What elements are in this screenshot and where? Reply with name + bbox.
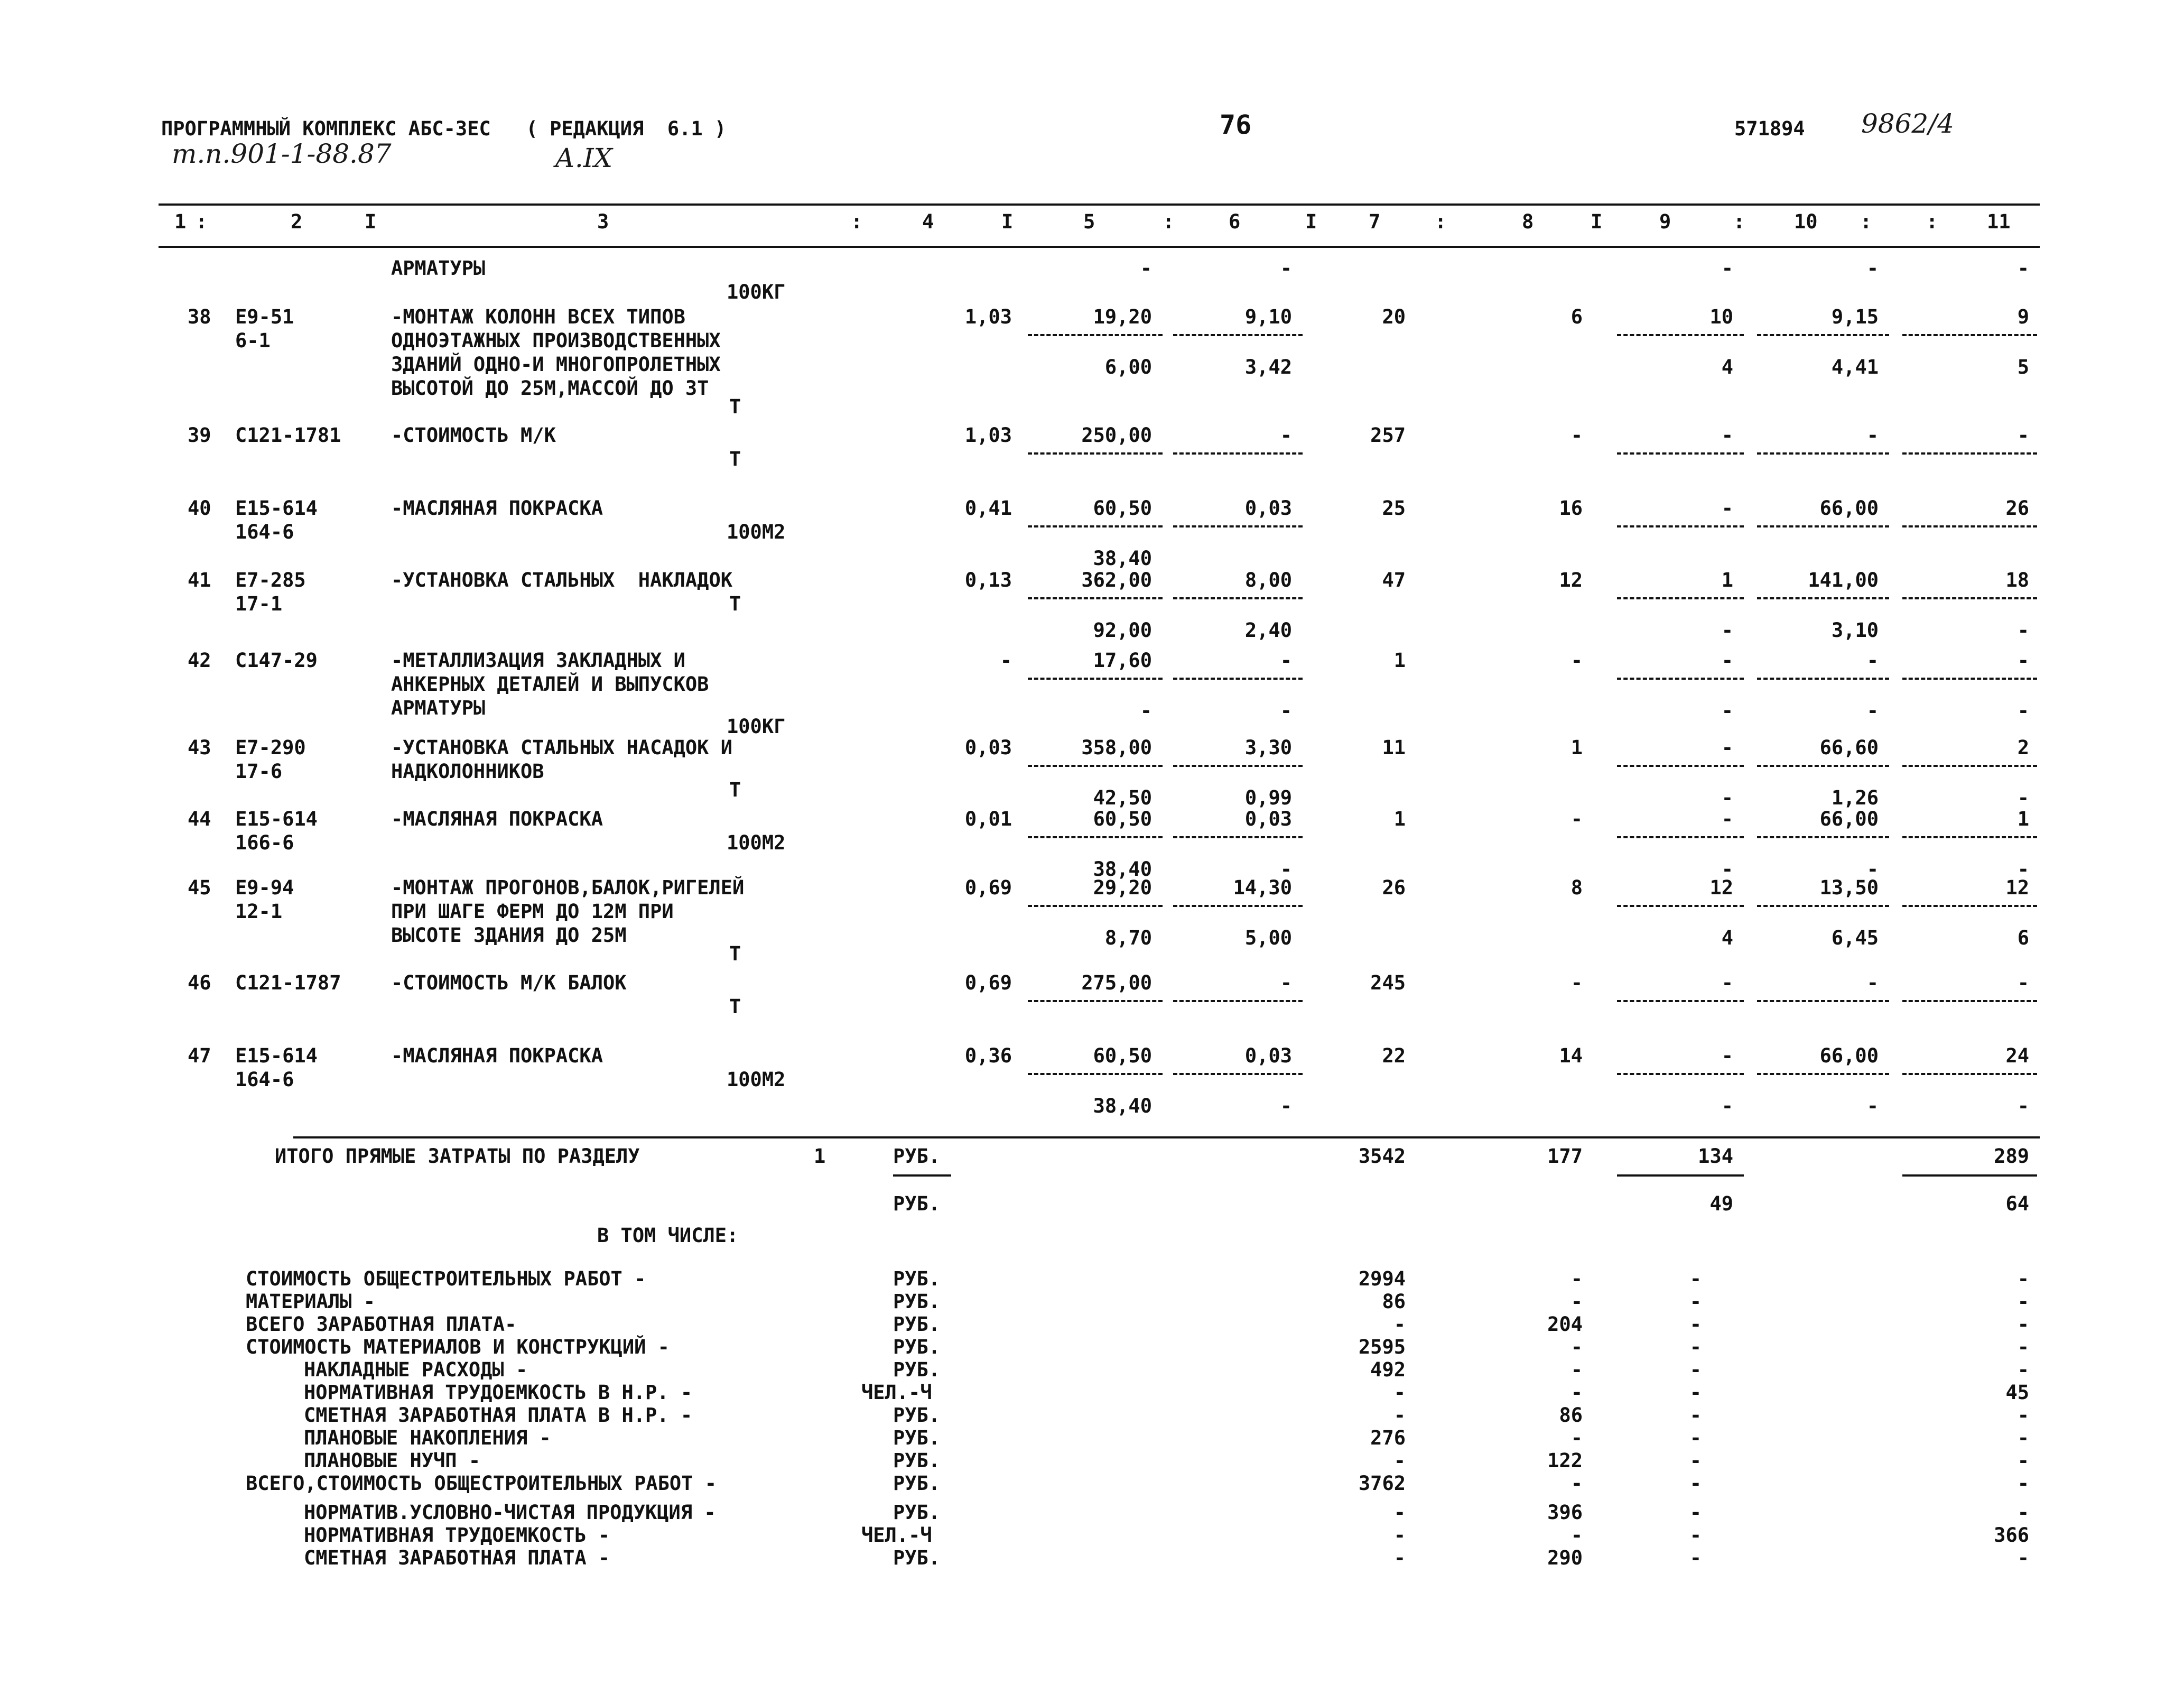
unit-wage-machinist-part: 5,00: [1244, 927, 1292, 949]
unit-cost-wage-part: 8,70: [1104, 927, 1152, 949]
labor-norm-machinist: -: [1866, 699, 1879, 722]
quantity: 0,69: [964, 971, 1012, 994]
stat-cost: 492: [1370, 1358, 1406, 1381]
total-cost: 25: [1382, 497, 1406, 520]
machine-cost: 12: [1709, 876, 1733, 899]
unit-of-measure: Т: [729, 995, 741, 1018]
row-number: 45: [188, 876, 211, 899]
labor-total: 2: [2017, 736, 2029, 759]
labor-total-machinist: -: [2017, 699, 2029, 722]
unit-wage: -: [1280, 971, 1292, 994]
unit-wage: 0,03: [1244, 808, 1292, 830]
stat-wage: -: [1570, 1358, 1583, 1381]
total-wage: 14: [1559, 1044, 1583, 1067]
rate-code: Е7-285: [235, 569, 306, 591]
stat-wage: -: [1570, 1524, 1583, 1547]
stat-machine: -: [1689, 1547, 1702, 1569]
total-cost: 20: [1382, 305, 1406, 328]
labor-total: 12: [2005, 876, 2029, 899]
rate-code: Е9-94: [235, 876, 294, 899]
total-wage: 16: [1559, 497, 1583, 520]
labor-total: 18: [2005, 569, 2029, 591]
unit-cost-wage-part: 38,40: [1093, 1095, 1152, 1117]
total-wage: 12: [1559, 569, 1583, 591]
quantity: -: [1000, 649, 1012, 672]
work-description: ЗДАНИЙ ОДНО-И МНОГОПРОЛЕТНЫХ: [391, 353, 721, 376]
work-description: ВЫСОТЕ ЗДАНИЯ ДО 25М: [391, 924, 627, 947]
stat-labor: -: [2017, 1358, 2029, 1381]
work-description: ОДНОЭТАЖНЫХ ПРОИЗВОДСТВЕННЫХ: [391, 329, 721, 352]
machine-cost: -: [1721, 808, 1733, 830]
stat-unit: РУБ.: [893, 1472, 941, 1495]
row-number: 47: [188, 1044, 211, 1067]
stat-cost: 2595: [1358, 1336, 1406, 1358]
unit-wage: 0,03: [1244, 1044, 1292, 1067]
unit-cost: 275,00: [1081, 971, 1152, 994]
stat-machine: -: [1689, 1313, 1702, 1336]
unit-wage: 8,00: [1244, 569, 1292, 591]
quantity: 0,41: [964, 497, 1012, 520]
column-separator: I: [365, 210, 377, 233]
column-separator: :: [1926, 210, 1938, 233]
total-unit: РУБ.: [893, 1145, 941, 1168]
stat-label: СМЕТНАЯ ЗАРАБОТНАЯ ПЛАТА В Н.Р. -: [304, 1404, 693, 1427]
unit-cost: 358,00: [1081, 736, 1152, 759]
stat-labor: 45: [2005, 1381, 2029, 1404]
unit-cost: -: [1140, 257, 1152, 280]
stat-cost: -: [1393, 1404, 1406, 1427]
stat-label: ПЛАНОВЫЕ НАКОПЛЕНИЯ -: [304, 1427, 551, 1449]
stat-labor: -: [2017, 1449, 2029, 1472]
work-description: -МАСЛЯНАЯ ПОКРАСКА: [391, 497, 603, 520]
stat-machine: -: [1689, 1524, 1702, 1547]
stat-wage: 204: [1547, 1313, 1583, 1336]
row-number: 46: [188, 971, 211, 994]
row-number: 43: [188, 736, 211, 759]
work-description: -СТОИМОСТЬ М/К БАЛОК: [391, 971, 627, 994]
rate-code: Е15-614: [235, 808, 318, 830]
stat-wage: 86: [1559, 1404, 1583, 1427]
stat-machine: -: [1689, 1472, 1702, 1495]
stat-wage: 122: [1547, 1449, 1583, 1472]
quantity: 0,01: [964, 808, 1012, 830]
labor-total-machinist: -: [2017, 858, 2029, 881]
stat-unit: РУБ.: [893, 1358, 941, 1381]
total-cost: 257: [1370, 424, 1406, 447]
stat-cost: -: [1393, 1313, 1406, 1336]
stat-labor: -: [2017, 1472, 2029, 1495]
unit-wage: 14,30: [1233, 876, 1292, 899]
unit-wage: 9,10: [1244, 305, 1292, 328]
stat-unit: РУБ.: [893, 1427, 941, 1449]
work-description: -МОНТАЖ КОЛОНН ВСЕХ ТИПОВ: [391, 305, 685, 328]
column-header-9: 9: [1659, 210, 1671, 233]
quantity: 1,03: [964, 424, 1012, 447]
stat-unit: РУБ.: [893, 1547, 941, 1569]
unit-wage-machinist-part: -: [1280, 699, 1292, 722]
unit-wage: 0,03: [1244, 497, 1292, 520]
labor-norm: 66,60: [1819, 736, 1879, 759]
rate-code-sub: 12-1: [235, 900, 283, 923]
stat-unit: РУБ.: [893, 1449, 941, 1472]
unit-cost: 250,00: [1081, 424, 1152, 447]
unit-of-measure: Т: [729, 592, 741, 615]
stat-unit: РУБ.: [893, 1290, 941, 1313]
stat-wage: 396: [1547, 1501, 1583, 1524]
stat-label: НОРМАТИВ.УСЛОВНО-ЧИСТАЯ ПРОДУКЦИЯ -: [304, 1501, 716, 1524]
program-title: ПРОГРАММНЫЙ КОМПЛЕКС АБС-3ЕС ( РЕДАКЦИЯ 6.1 ): [161, 117, 727, 140]
unit-of-measure: 100КГ: [727, 281, 786, 303]
unit-wage: -: [1280, 424, 1292, 447]
machine-cost: -: [1721, 971, 1733, 994]
unit-cost-wage-part: 6,00: [1104, 356, 1152, 378]
stat-wage: -: [1570, 1381, 1583, 1404]
stat-cost: 2994: [1358, 1267, 1406, 1290]
stat-unit: ЧЕЛ.-Ч: [861, 1524, 932, 1547]
stat-machine: -: [1689, 1290, 1702, 1313]
total-wage: -: [1570, 808, 1583, 830]
stat-unit: РУБ.: [893, 1336, 941, 1358]
work-description: -МОНТАЖ ПРОГОНОВ,БАЛОК,РИГЕЛЕЙ: [391, 876, 745, 899]
stat-label: НОРМАТИВНАЯ ТРУДОЕМКОСТЬ -: [304, 1524, 610, 1547]
rate-code: Е15-614: [235, 1044, 318, 1067]
stat-label: НАКЛАДНЫЕ РАСХОДЫ -: [304, 1358, 528, 1381]
stat-labor: -: [2017, 1547, 2029, 1569]
stat-label: ВСЕГО ЗАРАБОТНАЯ ПЛАТА-: [246, 1313, 517, 1336]
unit-wage-machinist-part: -: [1280, 1095, 1292, 1117]
labor-norm-machinist: 3,10: [1831, 619, 1879, 642]
stat-cost: -: [1393, 1547, 1406, 1569]
labor-norm: 13,50: [1819, 876, 1879, 899]
unit-of-measure: 100М2: [727, 831, 786, 854]
machine-cost: 1: [1721, 569, 1733, 591]
stat-cost: 276: [1370, 1427, 1406, 1449]
rate-code-sub: 6-1: [235, 329, 271, 352]
unit-cost-wage-part: -: [1140, 699, 1152, 722]
rate-code: Е9-51: [235, 305, 294, 328]
work-description: -УСТАНОВКА СТАЛЬНЫХ НАКЛАДОК: [391, 569, 733, 591]
unit-cost: 19,20: [1093, 305, 1152, 328]
work-description: -МЕТАЛЛИЗАЦИЯ ЗАКЛАДНЫХ И: [391, 649, 685, 672]
unit-wage-machinist-part: -: [1280, 858, 1292, 881]
stat-machine: -: [1689, 1404, 1702, 1427]
machine-wage-part: -: [1721, 1095, 1733, 1117]
unit-wage-machinist-part: 3,42: [1244, 356, 1292, 378]
total-wage: 1: [1570, 736, 1583, 759]
stat-labor: -: [2017, 1290, 2029, 1313]
column-header-6: 6: [1229, 210, 1241, 233]
labor-total: -: [2017, 424, 2029, 447]
column-separator: :: [851, 210, 863, 233]
total-label: ИТОГО ПРЯМЫЕ ЗАТРАТЫ ПО РАЗДЕЛУ: [275, 1145, 640, 1168]
stat-unit: ЧЕЛ.-Ч: [861, 1381, 932, 1404]
work-description: ПРИ ШАГЕ ФЕРМ ДО 12М ПРИ: [391, 900, 674, 923]
total-cost: 1: [1393, 808, 1406, 830]
stat-wage: 290: [1547, 1547, 1583, 1569]
stat-unit: РУБ.: [893, 1404, 941, 1427]
unit-of-measure: 100М2: [727, 521, 786, 543]
column-separator: I: [1001, 210, 1014, 233]
row-number: 39: [188, 424, 211, 447]
unit-wage: -: [1280, 649, 1292, 672]
work-description: АНКЕРНЫХ ДЕТАЛЕЙ И ВЫПУСКОВ: [391, 673, 709, 696]
project-handwritten: т.п.901-1-88.87: [172, 138, 392, 169]
total-wage: -: [1570, 424, 1583, 447]
stat-labor: -: [2017, 1404, 2029, 1427]
work-description: -МАСЛЯНАЯ ПОКРАСКА: [391, 1044, 603, 1067]
total-cost: 47: [1382, 569, 1406, 591]
rate-code-sub: 166-6: [235, 831, 294, 854]
labor-norm: -: [1866, 649, 1879, 672]
quantity: 1,03: [964, 305, 1012, 328]
rate-code: С147-29: [235, 649, 318, 672]
stat-machine: -: [1689, 1449, 1702, 1472]
row-number: 38: [188, 305, 211, 328]
total-wage: 177: [1547, 1145, 1583, 1168]
stat-label: ВСЕГО,СТОИМОСТЬ ОБЩЕСТРОИТЕЛЬНЫХ РАБОТ -: [246, 1472, 717, 1495]
stat-cost: 86: [1382, 1290, 1406, 1313]
total-wage: 8: [1570, 876, 1583, 899]
stat-wage: -: [1570, 1472, 1583, 1495]
total-wage: 6: [1570, 305, 1583, 328]
labor-norm-machinist: 4,41: [1831, 356, 1879, 378]
labor-norm: 141,00: [1808, 569, 1879, 591]
unit-wage: 3,30: [1244, 736, 1292, 759]
unit-of-measure: Т: [729, 779, 741, 801]
machine-wage-part: -: [1721, 858, 1733, 881]
unit-cost-wage-part: 38,40: [1093, 858, 1152, 881]
machine-cost: -: [1721, 424, 1733, 447]
stat-cost: -: [1393, 1524, 1406, 1547]
column-header-2: 2: [291, 210, 303, 233]
total-section-number: 1: [814, 1145, 826, 1168]
stat-labor: -: [2017, 1267, 2029, 1290]
machine-cost: -: [1721, 736, 1733, 759]
quantity: 0,69: [964, 876, 1012, 899]
work-description: АРМАТУРЫ: [391, 257, 486, 280]
total-cost: 245: [1370, 971, 1406, 994]
unit-of-measure: Т: [729, 942, 741, 965]
row-number: 41: [188, 569, 211, 591]
unit-of-measure: 100М2: [727, 1068, 786, 1091]
total-cost: 26: [1382, 876, 1406, 899]
unit-of-measure: Т: [729, 448, 741, 470]
column-header-4: 4: [922, 210, 934, 233]
unit-cost-wage-part: 42,50: [1093, 786, 1152, 809]
stat-unit: РУБ.: [893, 1501, 941, 1524]
unit-of-measure: 100КГ: [727, 715, 786, 738]
labor-total-machinist: -: [2017, 786, 2029, 809]
stat-cost: 3762: [1358, 1472, 1406, 1495]
stat-machine: -: [1689, 1336, 1702, 1358]
machine-wage-part: -: [1721, 619, 1733, 642]
rate-code: С121-1781: [235, 424, 341, 447]
unit-of-measure: Т: [729, 395, 741, 418]
column-separator: I: [1305, 210, 1317, 233]
total-cost: 22: [1382, 1044, 1406, 1067]
unit-wage-machinist-part: 0,99: [1244, 786, 1292, 809]
column-header-11: 11: [1987, 210, 2011, 233]
rate-code: С121-1787: [235, 971, 341, 994]
column-separator: :: [1733, 210, 1745, 233]
labor-total-machinist: 5: [2017, 356, 2029, 378]
unit-wage: -: [1280, 257, 1292, 280]
labor-total-machinist: 6: [2017, 927, 2029, 949]
work-description: АРМАТУРЫ: [391, 697, 486, 719]
stat-cost: -: [1393, 1449, 1406, 1472]
labor-total: 9: [2017, 305, 2029, 328]
unit-cost-wage-part: 92,00: [1093, 619, 1152, 642]
rate-code: Е7-290: [235, 736, 306, 759]
labor-total: 24: [2005, 1044, 2029, 1067]
column-separator: :: [196, 210, 208, 233]
total-cost: 11: [1382, 736, 1406, 759]
quantity: 0,13: [964, 569, 1012, 591]
stat-label: СТОИМОСТЬ ОБЩЕСТРОИТЕЛЬНЫХ РАБОТ -: [246, 1267, 646, 1290]
quantity: 0,36: [964, 1044, 1012, 1067]
labor-total: -: [2017, 971, 2029, 994]
quantity: 0,03: [964, 736, 1012, 759]
stat-labor: -: [2017, 1313, 2029, 1336]
labor-total: -: [2017, 649, 2029, 672]
labor-norm-machinist: -: [1866, 858, 1879, 881]
machine-wage-part: 4: [1721, 356, 1733, 378]
page-number: 76: [1220, 109, 1252, 140]
stat-machine: -: [1689, 1501, 1702, 1524]
machine-cost: -: [1721, 257, 1733, 280]
machine-cost: -: [1721, 1044, 1733, 1067]
column-header-10: 10: [1794, 210, 1818, 233]
total-labor-machinist: 64: [2005, 1192, 2029, 1215]
work-description: -СТОИМОСТЬ М/К: [391, 424, 556, 447]
machine-wage-part: -: [1721, 699, 1733, 722]
unit-cost: 60,50: [1093, 497, 1152, 520]
labor-total-machinist: -: [2017, 1095, 2029, 1117]
labor-norm-machinist: -: [1866, 1095, 1879, 1117]
unit-cost: 362,00: [1081, 569, 1152, 591]
labor-total: 26: [2005, 497, 2029, 520]
stat-unit: РУБ.: [893, 1313, 941, 1336]
rate-code-sub: 164-6: [235, 1068, 294, 1091]
column-header-8: 8: [1522, 210, 1534, 233]
labor-norm: -: [1866, 257, 1879, 280]
stat-machine: -: [1689, 1267, 1702, 1290]
unit-cost: 60,50: [1093, 808, 1152, 830]
column-separator: :: [1435, 210, 1447, 233]
labor-norm-machinist: 6,45: [1831, 927, 1879, 949]
labor-total-machinist: -: [2017, 619, 2029, 642]
stat-label: МАТЕРИАЛЫ -: [246, 1290, 376, 1313]
rate-code-sub: 164-6: [235, 521, 294, 543]
total-cost: 1: [1393, 649, 1406, 672]
labor-total: -: [2017, 257, 2029, 280]
work-description: -УСТАНОВКА СТАЛЬНЫХ НАСАДОК И: [391, 736, 733, 759]
stat-wage: -: [1570, 1427, 1583, 1449]
machine-wage-part: -: [1721, 786, 1733, 809]
column-header-7: 7: [1369, 210, 1381, 233]
labor-norm-machinist: 1,26: [1831, 786, 1879, 809]
labor-norm: 9,15: [1831, 305, 1879, 328]
column-header-1: 1: [174, 210, 187, 233]
stat-cost: -: [1393, 1501, 1406, 1524]
row-number: 44: [188, 808, 211, 830]
stat-cost: -: [1393, 1381, 1406, 1404]
stat-labor: 366: [1994, 1524, 2029, 1547]
unit-cost: 17,60: [1093, 649, 1152, 672]
stat-machine: -: [1689, 1358, 1702, 1381]
machine-cost: -: [1721, 497, 1733, 520]
total-wage: -: [1570, 971, 1583, 994]
sheet-handwritten: 9862/4: [1861, 108, 1954, 139]
column-header-3: 3: [597, 210, 609, 233]
labor-norm: 66,00: [1819, 497, 1879, 520]
labor-total: 1: [2017, 808, 2029, 830]
stat-wage: -: [1570, 1267, 1583, 1290]
stat-labor: -: [2017, 1336, 2029, 1358]
column-separator: :: [1860, 210, 1872, 233]
total-labor: 289: [1994, 1145, 2029, 1168]
stat-label: СМЕТНАЯ ЗАРАБОТНАЯ ПЛАТА -: [304, 1547, 610, 1569]
rate-code-sub: 17-6: [235, 760, 283, 783]
rate-code: Е15-614: [235, 497, 318, 520]
work-description: -МАСЛЯНАЯ ПОКРАСКА: [391, 808, 603, 830]
stat-wage: -: [1570, 1336, 1583, 1358]
work-description: НАДКОЛОННИКОВ: [391, 760, 544, 783]
work-description: ВЫСОТОЙ ДО 25М,МАССОЙ ДО 3Т: [391, 377, 709, 400]
unit-cost: 60,50: [1093, 1044, 1152, 1067]
stat-label: ПЛАНОВЫЕ НУЧП -: [304, 1449, 481, 1472]
unit-cost: 29,20: [1093, 876, 1152, 899]
machine-wage-part: 4: [1721, 927, 1733, 949]
total-unit-2: РУБ.: [893, 1192, 941, 1215]
machine-cost: 10: [1709, 305, 1733, 328]
stat-labor: -: [2017, 1427, 2029, 1449]
row-number: 40: [188, 497, 211, 520]
total-machine-wage: 49: [1709, 1192, 1733, 1215]
rate-code-sub: 17-1: [235, 592, 283, 615]
doc-number: 571894: [1734, 117, 1805, 140]
unit-wage-machinist-part: 2,40: [1244, 619, 1292, 642]
album-handwritten: А.IX: [555, 143, 613, 173]
column-header-5: 5: [1083, 210, 1095, 233]
stat-wage: -: [1570, 1290, 1583, 1313]
labor-norm: 66,00: [1819, 1044, 1879, 1067]
stat-machine: -: [1689, 1381, 1702, 1404]
labor-norm: -: [1866, 424, 1879, 447]
total-machine: 134: [1698, 1145, 1733, 1168]
column-separator: :: [1163, 210, 1175, 233]
stat-label: СТОИМОСТЬ МАТЕРИАЛОВ И КОНСТРУКЦИЙ -: [246, 1336, 670, 1358]
stat-label: НОРМАТИВНАЯ ТРУДОЕМКОСТЬ В Н.Р. -: [304, 1381, 693, 1404]
total-cost: 3542: [1358, 1145, 1406, 1168]
row-number: 42: [188, 649, 211, 672]
total-wage: -: [1570, 649, 1583, 672]
including-heading: В ТОМ ЧИСЛЕ:: [597, 1224, 739, 1247]
labor-norm: 66,00: [1819, 808, 1879, 830]
stat-unit: РУБ.: [893, 1267, 941, 1290]
unit-cost-wage-part: 38,40: [1093, 547, 1152, 570]
stat-machine: -: [1689, 1427, 1702, 1449]
labor-norm: -: [1866, 971, 1879, 994]
machine-cost: -: [1721, 649, 1733, 672]
column-separator: I: [1591, 210, 1603, 233]
stat-labor: -: [2017, 1501, 2029, 1524]
